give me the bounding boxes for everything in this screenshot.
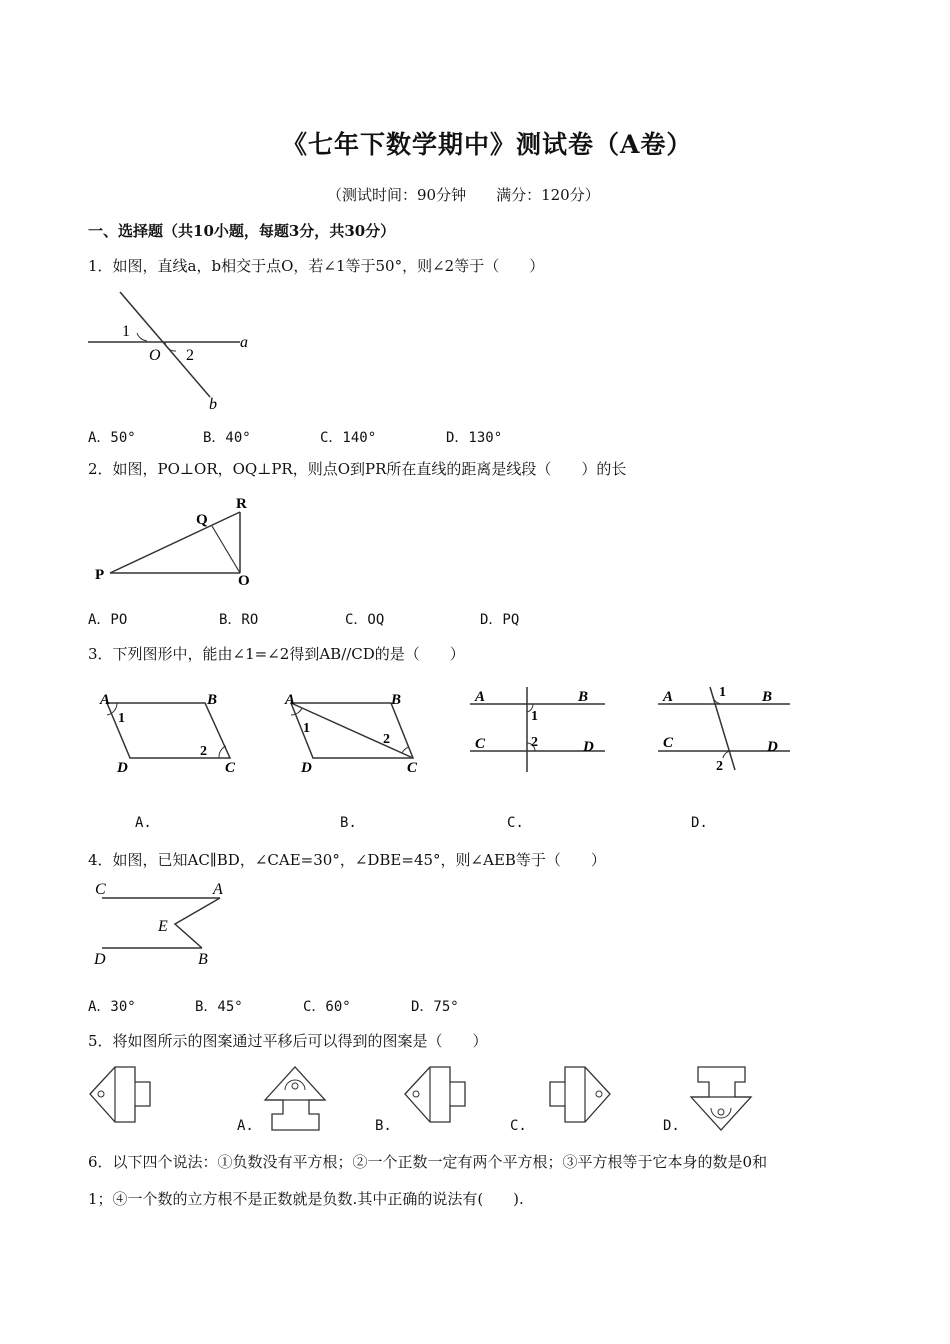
fig2-label-o: O: [238, 573, 250, 589]
fig3c-label-a: A: [475, 689, 486, 705]
fig3a-label-1: 1: [118, 711, 125, 726]
fig2-label-q: Q: [196, 512, 208, 528]
q3-option-d[interactable]: D.: [691, 815, 708, 831]
fig2-label-p: P: [95, 567, 105, 583]
question-5-text: 5．将如图所示的图案通过平移后可以得到的图案是（ ）: [88, 1032, 488, 1050]
q4-option-b[interactable]: B．45°: [195, 999, 243, 1015]
question-3-figure-d: [655, 682, 805, 782]
test-info: （测试时间：90分钟 满分：120分）: [327, 186, 600, 204]
page-title: 《七年下数学期中》测试卷（A卷）: [282, 130, 693, 159]
q3-option-c[interactable]: C.: [507, 815, 524, 831]
q4-option-c[interactable]: C．60°: [303, 999, 351, 1015]
fig3b-label-2: 2: [383, 732, 390, 747]
fig1-label-o: O: [149, 347, 161, 364]
fig4-label-c: C: [95, 881, 106, 898]
fig3d-label-b: B: [762, 689, 773, 705]
fig3a-label-2: 2: [200, 744, 207, 759]
q5-option-b[interactable]: B.: [375, 1118, 392, 1134]
fig3d-label-d: D: [767, 739, 778, 755]
question-2-figure: [90, 490, 270, 590]
fig1-label-2: 2: [186, 347, 194, 364]
q4-option-d[interactable]: D．75°: [411, 999, 459, 1015]
fig3a-label-c: C: [225, 760, 236, 776]
q3-option-b[interactable]: B.: [340, 815, 357, 831]
question-4-text: 4．如图，已知AC∥BD，∠CAE=30°，∠DBE=45°，则∠AEB等于（ ）: [88, 851, 606, 869]
q1-option-c[interactable]: C．140°: [320, 430, 377, 446]
q5-original-pattern: [85, 1062, 165, 1132]
q2-option-a[interactable]: A．PO: [88, 612, 128, 628]
fig3a-label-a: A: [100, 692, 111, 708]
fig4-label-a: A: [213, 881, 223, 898]
q1-option-d[interactable]: D．130°: [446, 430, 503, 446]
fig3a-label-b: B: [207, 692, 218, 708]
fig3d-label-a: A: [663, 689, 674, 705]
q2-option-b[interactable]: B．RO: [219, 612, 259, 628]
q5-pattern-d: [683, 1062, 763, 1137]
fig3d-label-c: C: [663, 735, 674, 751]
q2-option-d[interactable]: D．PQ: [480, 612, 520, 628]
q1-option-a[interactable]: A．50°: [88, 430, 136, 446]
question-4-figure: [90, 878, 240, 973]
q5-pattern-a: [257, 1062, 337, 1137]
fig3c-label-d: D: [583, 739, 594, 755]
question-3-figure-c: [465, 682, 615, 782]
question-1-figure: [85, 285, 265, 415]
fig3b-label-a: A: [285, 692, 296, 708]
fig3a-label-d: D: [117, 760, 128, 776]
question-6-line-1: 6．以下四个说法：①负数没有平方根；②一个正数一定有两个平方根；③平方根等于它本身的数是0和: [88, 1153, 768, 1171]
q2-option-c[interactable]: C．OQ: [345, 612, 385, 628]
fig3b-label-1: 1: [303, 721, 310, 736]
fig4-label-d: D: [94, 951, 106, 968]
section-heading: 一、选择题（共10小题，每题3分，共30分）: [88, 222, 396, 240]
q1-option-b[interactable]: B．40°: [203, 430, 251, 446]
fig1-label-1: 1: [122, 323, 130, 340]
fig3b-label-b: B: [391, 692, 402, 708]
fig3c-label-b: B: [578, 689, 589, 705]
fig3c-label-2: 2: [531, 735, 538, 750]
q4-option-a[interactable]: A．30°: [88, 999, 136, 1015]
fig3c-label-c: C: [475, 736, 486, 752]
q5-pattern-b: [400, 1062, 480, 1132]
question-6-line-2: 1；④一个数的立方根不是正数就是负数.其中正确的说法有( ).: [88, 1190, 524, 1208]
question-1-text: 1．如图，直线a，b相交于点O，若∠1等于50°，则∠2等于（ ）: [88, 257, 545, 275]
question-2-text: 2．如图，PO⊥OR，OQ⊥PR，则点O到PR所在直线的距离是线段（ ）的长: [88, 460, 627, 478]
fig3d-label-1: 1: [719, 685, 726, 700]
fig2-label-r: R: [236, 496, 247, 512]
question-3-figure-b: [283, 688, 433, 778]
question-3-text: 3．下列图形中，能由∠1=∠2得到AB//CD的是（ ）: [88, 645, 465, 663]
fig3c-label-1: 1: [531, 709, 538, 724]
fig1-label-b: b: [209, 396, 217, 413]
fig4-label-b: B: [198, 951, 208, 968]
fig3d-label-2: 2: [716, 759, 723, 774]
fig3b-label-d: D: [301, 760, 312, 776]
q5-option-a[interactable]: A.: [237, 1118, 254, 1134]
fig1-label-a: a: [240, 334, 248, 351]
q3-option-a[interactable]: A.: [135, 815, 152, 831]
fig3b-label-c: C: [407, 760, 418, 776]
fig4-label-e: E: [158, 918, 168, 935]
q5-option-d[interactable]: D.: [663, 1118, 680, 1134]
question-3-figure-a: [95, 688, 245, 778]
q5-option-c[interactable]: C.: [510, 1118, 527, 1134]
q5-pattern-c: [540, 1062, 620, 1132]
